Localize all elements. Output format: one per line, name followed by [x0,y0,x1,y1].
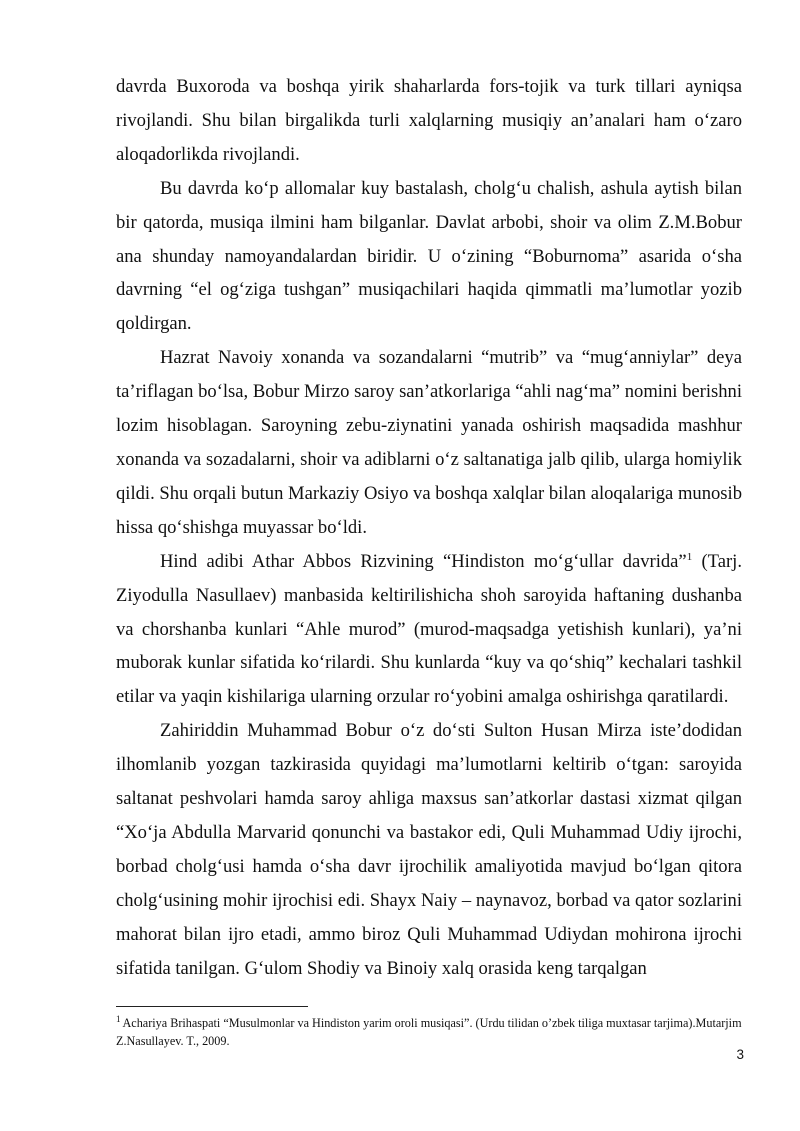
page-number: 3 [736,1047,744,1062]
paragraph-hind-adibi [116,545,742,715]
paragraph-navoiy: Hazrat Navoiy xonanda va sozandalarni “mutrib” va “mug‘anniylar” deya ta’riflagan bo‘lsa, Bobur Mirzo saroy san’atkorlariga “ahli nag‘ma” nomini berishni lozim hisoblagan. Saroyning zebu-ziynatini yanada oshirish maqsadida mashhur xonanda va sozadalarni, shoir va adiblarni o‘z saltanatiga jalb qilib, ularga homiylik qildi. Shu orqali butun Markaziy Osiyo va boshqa xalqlar bilan aloqalariga munosib hissa qo‘shishga muyassar bo‘ldi. [116,347,742,538]
paragraph-hind-adibi-text-start: Hind adibi Athar Abbos Rizvining “Hindiston mo‘g‘ullar davrida” [160,550,687,572]
paragraph-hind-adibi-text-end: (Tarj. Ziyodulla Nasullaev) manbasida keltirilishicha shoh saroyida haftaning dushanba va chorshanba kunlari “Ahle murod” (murod-maqsadga yetishish kunlari), ya’ni muborak kunlar sifatida ko‘rilardi. Shu kunlarda “kuy va qo‘shiq” kechalari tashkil etilar va yaqin kishilariga ularning orzular ro‘yobini amalga oshirishga qaratilardi. [116,550,742,708]
footnote [116,1014,742,1050]
main-text [116,70,742,985]
footnote-mark: 1 [116,1013,121,1024]
paragraph-allomalar: Bu davrda ko‘p allomalar kuy bastalash, cholg‘u chalish, ashula aytish bilan bir qatorda, musiqa ilmini ham bilganlar. Davlat arbobi, shoir va olim Z.M.Bobur ana shunday namoyandalardan biridir. U o‘zining “Boburnoma” asarida o‘sha davrning “el og‘ziga tushgan” musiqachilari haqida qimmatli ma’lumotlar yozib qoldirgan. [116,177,742,335]
footnote-divider [116,1006,308,1007]
footnote-text: Achariya Brihaspati “Musulmonlar va Hindiston yarim oroli musiqasi”. (Urdu tilidan o’zbek tiliga muxtasar tarjima).Mutarjim Z.Nasullayev. T., 2009. [116,1016,742,1048]
footnote-reference[interactable]: 1 [686,550,693,563]
paragraph-bobur: Zahiriddin Muhammad Bobur o‘z do‘sti Sulton Husan Mirza iste’dodidan ilhomlanib yozgan tazkirasida quyidagi ma’lumotlarni keltirib o‘tgan: saroyida saltanat peshvolari hamda saroy ahliga maxsus san’atkorlar dastasi xizmat qilgan “Xo‘ja Abdulla Marvarid qonunchi va bastakor edi, Quli Muhammad Udiy ijrochi, borbad cholg‘usi hamda o‘sha davr ijrochilik amaliyotida mavjud bo‘lgan qitora cholg‘usining mohir ijrochisi edi. Shayx Naiy – naynavoz, borbad va qator sozlarini mahorat bilan ijro etadi, ammo biroz Quli Muhammad Udiydan mohirona ijrochi sifatida tanilgan. G‘ulom Shodiy va Binoiy xalq orasida keng tarqalgan [116,720,742,979]
paragraph-continuation: davrda Buxoroda va boshqa yirik shaharlarda fors-tojik va turk tillari ayniqsa rivojlandi. Shu bilan birgalikda turli xalqlarning musiqiy an’analari ham o‘zaro aloqadorlikda rivojlandi. [116,76,742,165]
